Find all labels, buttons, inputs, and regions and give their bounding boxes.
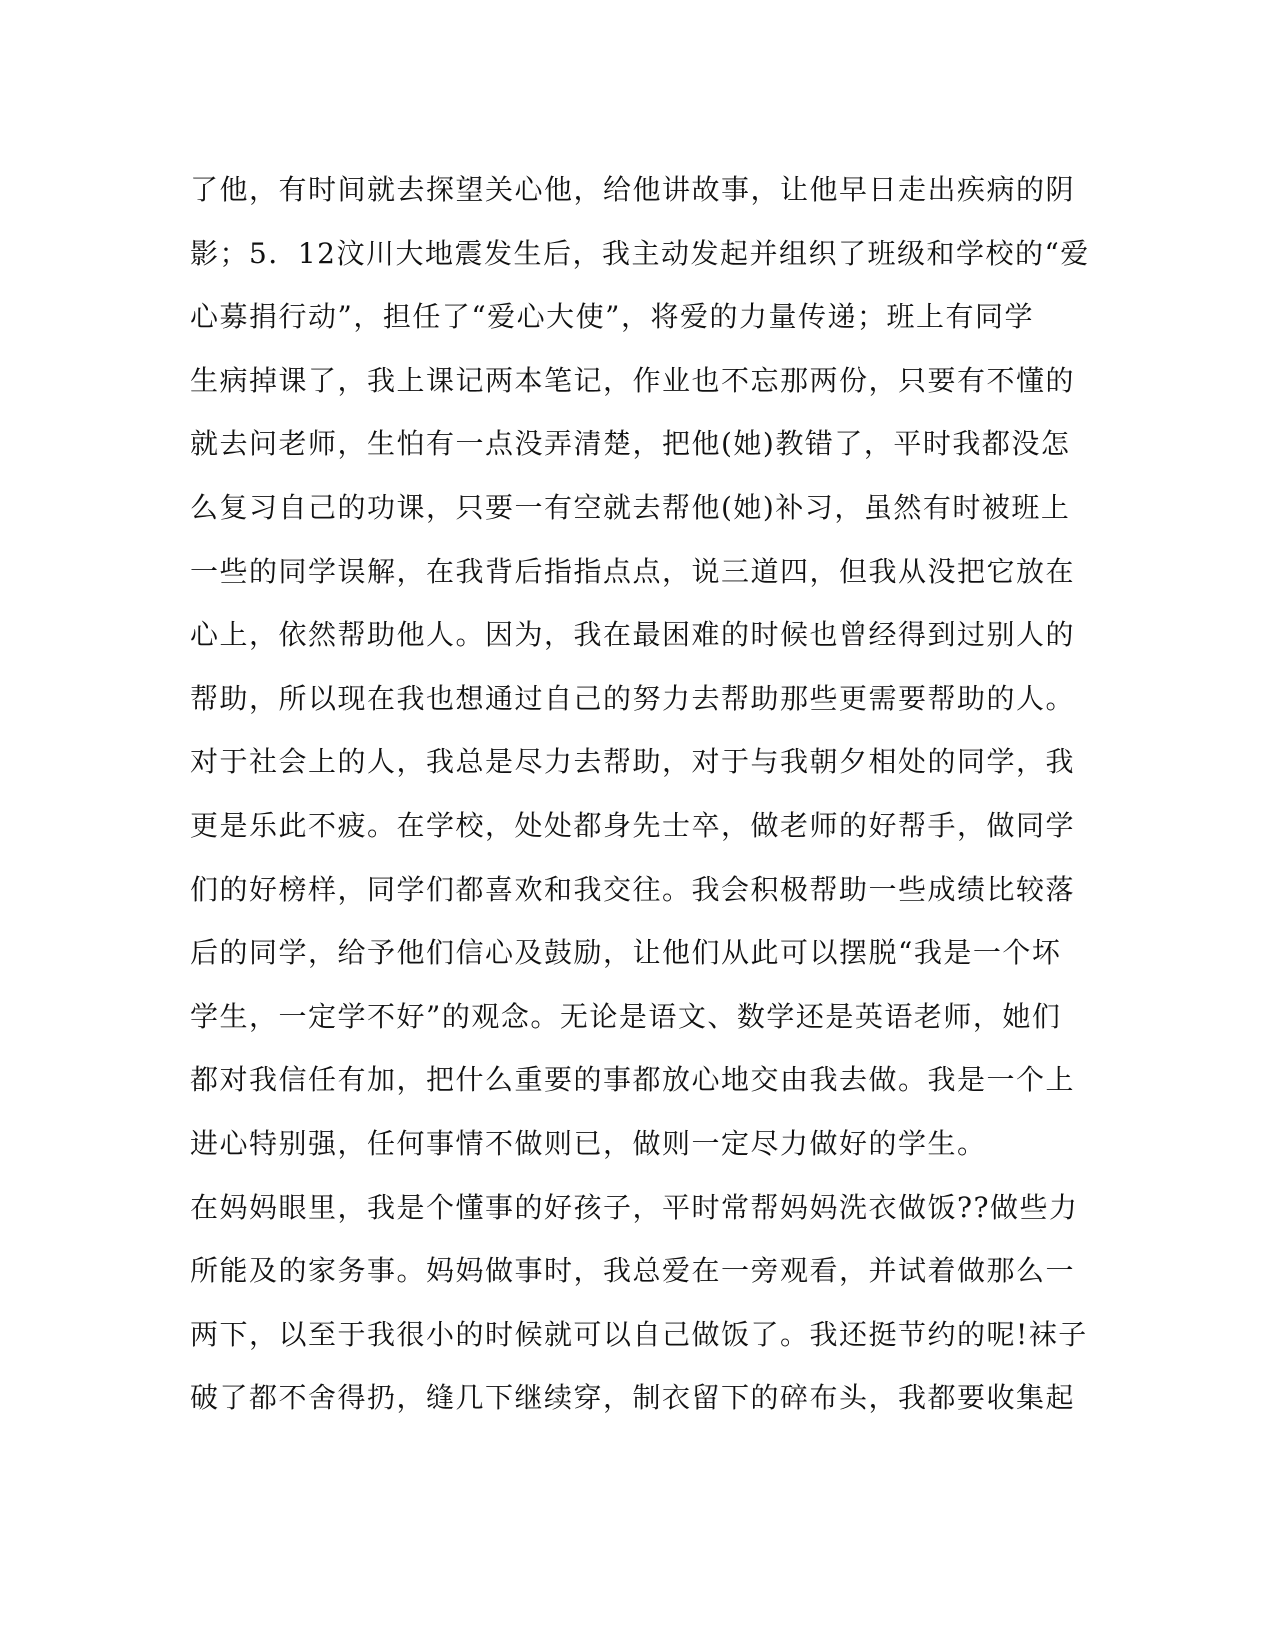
text-line: 么复习自己的功课，只要一有空就去帮他(她)补习，虽然有时被班上 xyxy=(190,490,1071,524)
text-line: 心募捐行动”，担任了“爱心大使”，将爱的力量传递；班上有同学 xyxy=(190,300,1034,334)
text-line: 心上，依然帮助他人。因为，我在最困难的时候也曾经得到过别人的 xyxy=(190,618,1076,652)
text-line: 帮助，所以现在我也想通过自己的努力去帮助那些更需要帮助的人。 xyxy=(190,681,1076,715)
text-line: 都对我信任有加，把什么重要的事都放心地交由我去做。我是一个上 xyxy=(190,1063,1076,1097)
text-line: 两下，以至于我很小的时候就可以自己做饭了。我还挺节约的呢!袜子 xyxy=(190,1317,1088,1351)
text-line: 一些的同学误解，在我背后指指点点，说三道四，但我从没把它放在 xyxy=(190,554,1076,588)
text-line: 所能及的家务事。妈妈做事时，我总爱在一旁观看，并试着做那么一 xyxy=(190,1254,1076,1288)
body-text xyxy=(190,158,1090,1430)
text-line: 破了都不舍得扔，缝几下继续穿，制衣留下的碎布头，我都要收集起 xyxy=(190,1381,1076,1415)
text-line: 学生，一定学不好”的观念。无论是语文、数学还是英语老师，她们 xyxy=(190,999,1062,1033)
text-line: 对于社会上的人，我总是尽力去帮助，对于与我朝夕相处的同学，我 xyxy=(190,745,1076,779)
text-line: 后的同学，给予他们信心及鼓励，让他们从此可以摆脱“我是一个坏 xyxy=(190,936,1062,970)
text-line: 更是乐此不疲。在学校，处处都身先士卒，做老师的好帮手，做同学 xyxy=(190,808,1076,842)
text-line: 影；5．12汶川大地震发生后，我主动发起并组织了班级和学校的“爱 xyxy=(190,236,1090,270)
text-line: 进心特别强，任何事情不做则已，做则一定尽力做好的学生。 xyxy=(190,1126,987,1160)
text-line: 就去问老师，生怕有一点没弄清楚，把他(她)教错了，平时我都没怎 xyxy=(190,427,1071,461)
text-line: 们的好榜样，同学们都喜欢和我交往。我会积极帮助一些成绩比较落 xyxy=(190,872,1076,906)
text-line: 在妈妈眼里，我是个懂事的好孩子，平时常帮妈妈洗衣做饭??做些力 xyxy=(190,1190,1079,1224)
text-line: 生病掉课了，我上课记两本笔记，作业也不忘那两份，只要有不懂的 xyxy=(190,363,1076,397)
text-line: 了他，有时间就去探望关心他，给他讲故事，让他早日走出疾病的阴 xyxy=(190,173,1076,206)
